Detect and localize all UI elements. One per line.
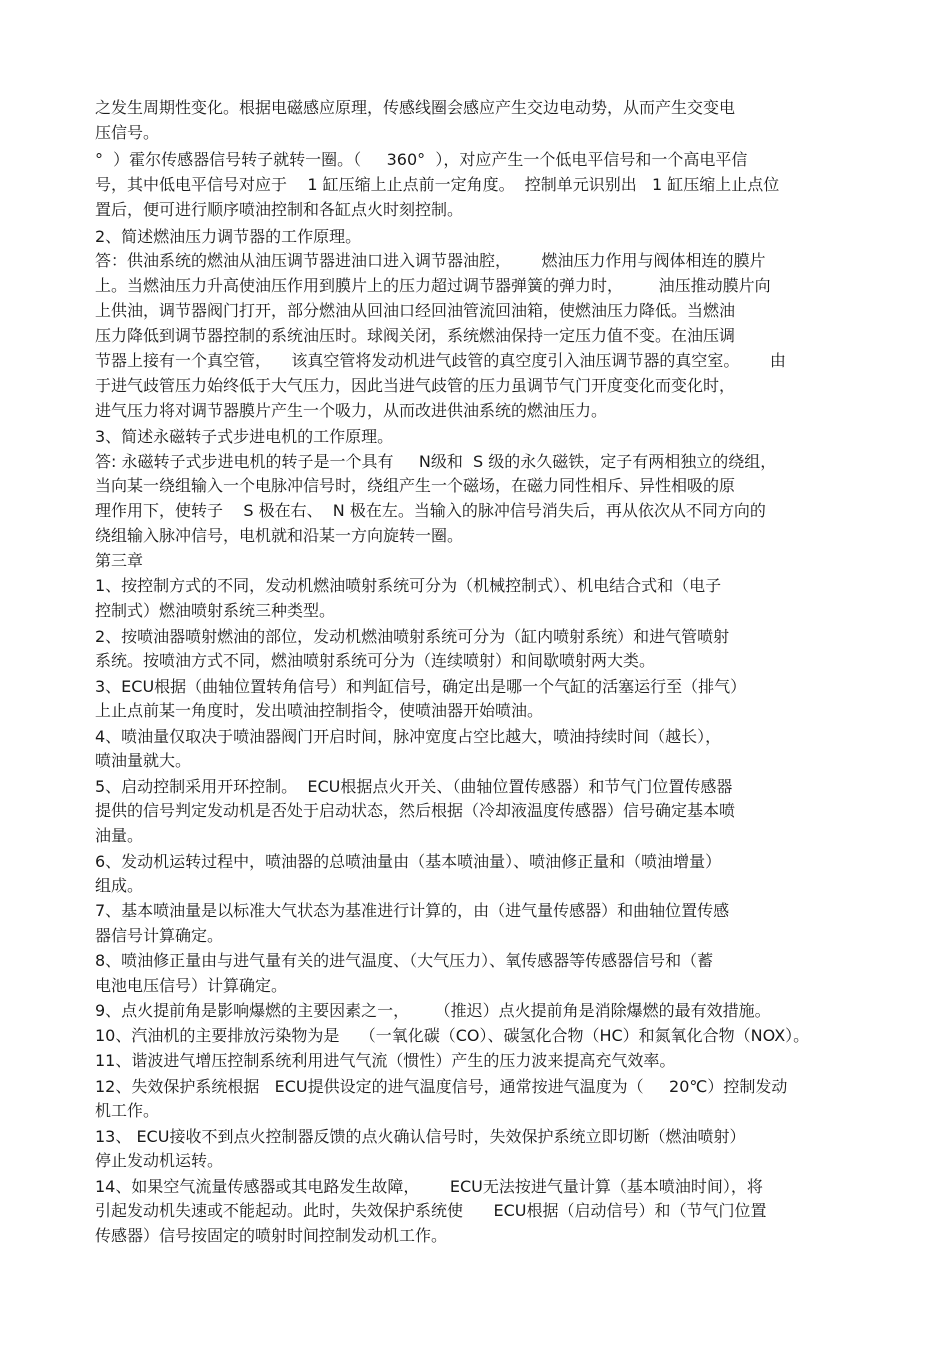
text-line: 号，其中低电平信号对应于 1 缸压缩上止点前一定角度。 控制单元识别出 1 缸压缩上止点位 bbox=[95, 175, 780, 194]
text-line: 上供油，调节器阀门打开，部分燃油从回油口经回油管流回油箱，使燃油压力降低。当燃油 bbox=[95, 301, 736, 320]
text-line: 提供的信号判定发动机是否处于启动状态，然后根据（冷却液温度传感器）信号确定基本喷 bbox=[95, 801, 736, 820]
text-line: 压信号。 bbox=[95, 123, 160, 142]
text-line: 绕组输入脉冲信号，电机就和沿某一方向旋转一圈。 bbox=[95, 526, 464, 545]
text-line: 置后，便可进行顺序喷油控制和各缸点火时刻控制。 bbox=[95, 200, 464, 219]
text-line: 9、点火提前角是影响爆燃的主要因素之一， （推迟）点火提前角是消除爆燃的最有效措施。 bbox=[95, 1001, 771, 1020]
text-line: 理作用下，使转子 S 极在右、 N 极在左。当输入的脉冲信号消失后，再从依次从不同方向的 bbox=[95, 501, 766, 520]
text-line: 进气压力将对调节器膜片产生一个吸力，从而改进供油系统的燃油压力。 bbox=[95, 401, 608, 420]
text-line: 油量。 bbox=[95, 826, 144, 845]
text-line: 答：供油系统的燃油从油压调节器进油口进入调节器油腔， 燃油压力作用与阀体相连的膜片 bbox=[95, 251, 766, 270]
text-line: 13、 ECU接收不到点火控制器反馈的点火确认信号时，失效保护系统立即切断（燃油喷射） bbox=[95, 1127, 746, 1146]
text-line: 压力降低到调节器控制的系统油压时。球阀关闭，系统燃油保持一定压力值不变。在油压调 bbox=[95, 326, 736, 345]
text-line: 于进气歧管压力始终低于大气压力，因此当进气歧管的压力虽调节气门开度变化而变化时， bbox=[95, 376, 736, 395]
text-line: 电池电压信号）计算确定。 bbox=[95, 976, 288, 995]
text-line: 1、按控制方式的不同，发动机燃油喷射系统可分为（机械控制式）、机电结合式和（电子 bbox=[95, 576, 722, 595]
text-line: 控制式）燃油喷射系统三种类型。 bbox=[95, 601, 336, 620]
text-line: 当向某一绕组输入一个电脉冲信号时，绕组产生一个磁场，在磁力同性相斥、异性相吸的原 bbox=[95, 476, 736, 495]
text-line: 7、基本喷油量是以标准大气状态为基准进行计算的，由（进气量传感器）和曲轴位置传感 bbox=[95, 901, 730, 920]
text-line: 喷油量就大。 bbox=[95, 751, 192, 770]
text-line: 机工作。 bbox=[95, 1101, 160, 1120]
text-line: 上。当燃油压力升高使油压作用到膜片上的压力超过调节器弹簧的弹力时， 油压推动膜片向 bbox=[95, 276, 771, 295]
text-line: 引起发动机失速或不能起动。此时，失效保护系统使 ECU根据（启动信号）和（节气门位置 bbox=[95, 1201, 767, 1220]
text-line: 4、喷油量仅取决于喷油器阀门开启时间，脉冲宽度占空比越大，喷油持续时间（越长）， bbox=[95, 727, 722, 746]
text-line: 答: 永磁转子式步进电机的转子是一个具有 N级和 S 级的永久磁铁，定子有两相独立的绕组， bbox=[95, 452, 777, 471]
text-line: 传感器）信号按固定的喷射时间控制发动机工作。 bbox=[95, 1226, 448, 1245]
text-line: 8、喷油修正量由与进气量有关的进气温度、（大气压力）、氧传感器等传感器信号和（蓄 bbox=[95, 951, 714, 970]
text-line: 10、汽油机的主要排放污染物为是 （一氧化碳（CO）、碳氢化合物（HC）和氮氧化合物（NOX）。 bbox=[95, 1026, 810, 1045]
text-line: ° ）霍尔传感器信号转子就转一圈。（ 360° ），对应产生一个低电平信号和一个高电平信 bbox=[95, 150, 748, 169]
text-line: 14、如果空气流量传感器或其电路发生故障， ECU无法按进气量计算（基本喷油时间），将 bbox=[95, 1177, 763, 1196]
text-line: 组成。 bbox=[95, 876, 144, 895]
section-heading: 2、简述燃油压力调节器的工作原理。 bbox=[95, 227, 362, 246]
text-line: 器信号计算确定。 bbox=[95, 926, 224, 945]
section-heading: 3、简述永磁转子式步进电机的工作原理。 bbox=[95, 427, 394, 446]
text-line: 系统。按喷油方式不同，燃油喷射系统可分为（连续喷射）和间歇喷射两大类。 bbox=[95, 651, 656, 670]
text-line: 11、谐波进气增压控制系统利用进气气流（惯性）产生的压力波来提高充气效率。 bbox=[95, 1051, 676, 1070]
text-line: 节器上接有一个真空管， 该真空管将发动机进气歧管的真空度引入油压调节器的真空室。 由 bbox=[95, 351, 786, 370]
text-line: 12、失效保护系统根据 ECU提供设定的进气温度信号，通常按进气温度为（ 20℃）控制发动 bbox=[95, 1077, 788, 1096]
text-line: 3、ECU根据（曲轴位置转角信号）和判缸信号，确定出是哪一个气缸的活塞运行至（排气） bbox=[95, 677, 747, 696]
text-line: 6、发动机运转过程中，喷油器的总喷油量由（基本喷油量）、喷油修正量和（喷油增量） bbox=[95, 852, 722, 871]
text-line: 5、启动控制采用开环控制。 ECU根据点火开关、（曲轴位置传感器）和节气门位置传感器 bbox=[95, 777, 733, 796]
text-line: 停止发动机运转。 bbox=[95, 1151, 224, 1170]
chapter-heading: 第三章 bbox=[95, 551, 144, 570]
text-line: 上止点前某一角度时，发出喷油控制指令，使喷油器开始喷油。 bbox=[95, 701, 544, 720]
text-line: 之发生周期性变化。根据电磁感应原理，传感线圈会感应产生交边电动势，从而产生交变电 bbox=[95, 98, 736, 117]
text-line: 2、按喷油器喷射燃油的部位，发动机燃油喷射系统可分为（缸内喷射系统）和进气管喷射 bbox=[95, 627, 730, 646]
